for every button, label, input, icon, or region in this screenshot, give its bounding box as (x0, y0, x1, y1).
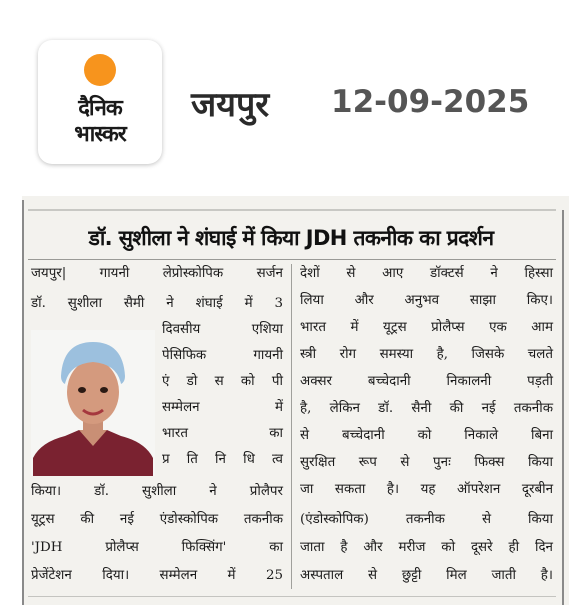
left-col-line-6: सम्मेलन में (162, 400, 283, 415)
left-col-line-4: पेसिफिक गायनी (162, 348, 283, 363)
left-col-line-8: प्र ति नि धि त्व (162, 452, 283, 467)
left-col-line-12: प्रेजेंटेशन दिया। सम्मेलन में 25 (31, 568, 283, 583)
headline-rule (28, 259, 556, 260)
right-col-line-3: भारत में यूट्रस प्रोलैप्स एक आम (300, 320, 553, 335)
right-col-line-4: स्त्री रोग समस्या है, जिसके चलते (300, 347, 553, 362)
right-col-line-1: देशों से आए डॉक्टर्स ने हिस्सा (300, 266, 553, 281)
right-col-line-9: जा सकता है। यह ऑपरेशन दूरबीन (300, 482, 553, 497)
publication-date: 12-09-2025 (331, 84, 530, 120)
top-rule (28, 209, 556, 211)
left-col-line-9: किया। डॉ. सुशीला ने प्रोलैपर (31, 484, 283, 499)
sun-icon (84, 54, 116, 86)
column-divider (291, 264, 292, 589)
right-col-line-11: जाता है और मरीज को दूसरे ही दिन (300, 540, 553, 555)
clipping-edge-left (22, 200, 24, 605)
logo-text-line1: दैनिक (78, 96, 122, 121)
right-col-line-7: से बच्चेदानी को निकाले बिना (300, 428, 553, 443)
left-col-line-3: दिवसीय एशिया (162, 322, 283, 337)
right-col-line-12: अस्पताल से छुट्टी मिल जाती है। (300, 568, 553, 583)
right-col-line-5: अक्सर बच्चेदानी निकालनी पड़ती (300, 374, 553, 389)
left-col-line-2: डॉ. सुशीला सैमी ने शंघाई में 3 (31, 296, 283, 311)
left-col-line-7: भारत का (162, 426, 283, 441)
left-col-line-10: यूट्रस की नई एंडोस्कोपिक तकनीक (31, 512, 283, 527)
left-col-line-1: जयपुर| गायनी लेप्रोस्कोपिक सर्जन (31, 266, 283, 281)
logo-text-line2: भास्कर (74, 122, 126, 147)
clipping-edge-right (562, 210, 564, 605)
left-col-line-11: 'JDH प्रोलैप्स फिक्सिंग' का (31, 540, 283, 555)
right-col-line-6: है, लेकिन डॉ. सैनी की नई तकनीक (300, 401, 553, 416)
dainik-bhaskar-logo (38, 40, 162, 164)
right-col-line-8: सुरक्षित रूप से पुनः फिक्स किया (300, 455, 553, 470)
right-col-line-2: लिया और अनुभव साझा किए। (300, 293, 553, 308)
header (0, 0, 569, 200)
city-name: जयपुर (191, 85, 270, 125)
article-headline: डॉ. सुशीला ने शंघाई में किया JDH तकनीक का प्रदर्शन (88, 226, 494, 250)
portrait-illustration (31, 330, 155, 476)
left-col-line-5: एं डो स को पी (162, 374, 283, 389)
doctor-portrait-photo (31, 330, 155, 476)
bottom-rule (28, 596, 556, 597)
right-col-line-10: (एंडोस्कोपिक) तकनीक से किया (300, 512, 553, 527)
